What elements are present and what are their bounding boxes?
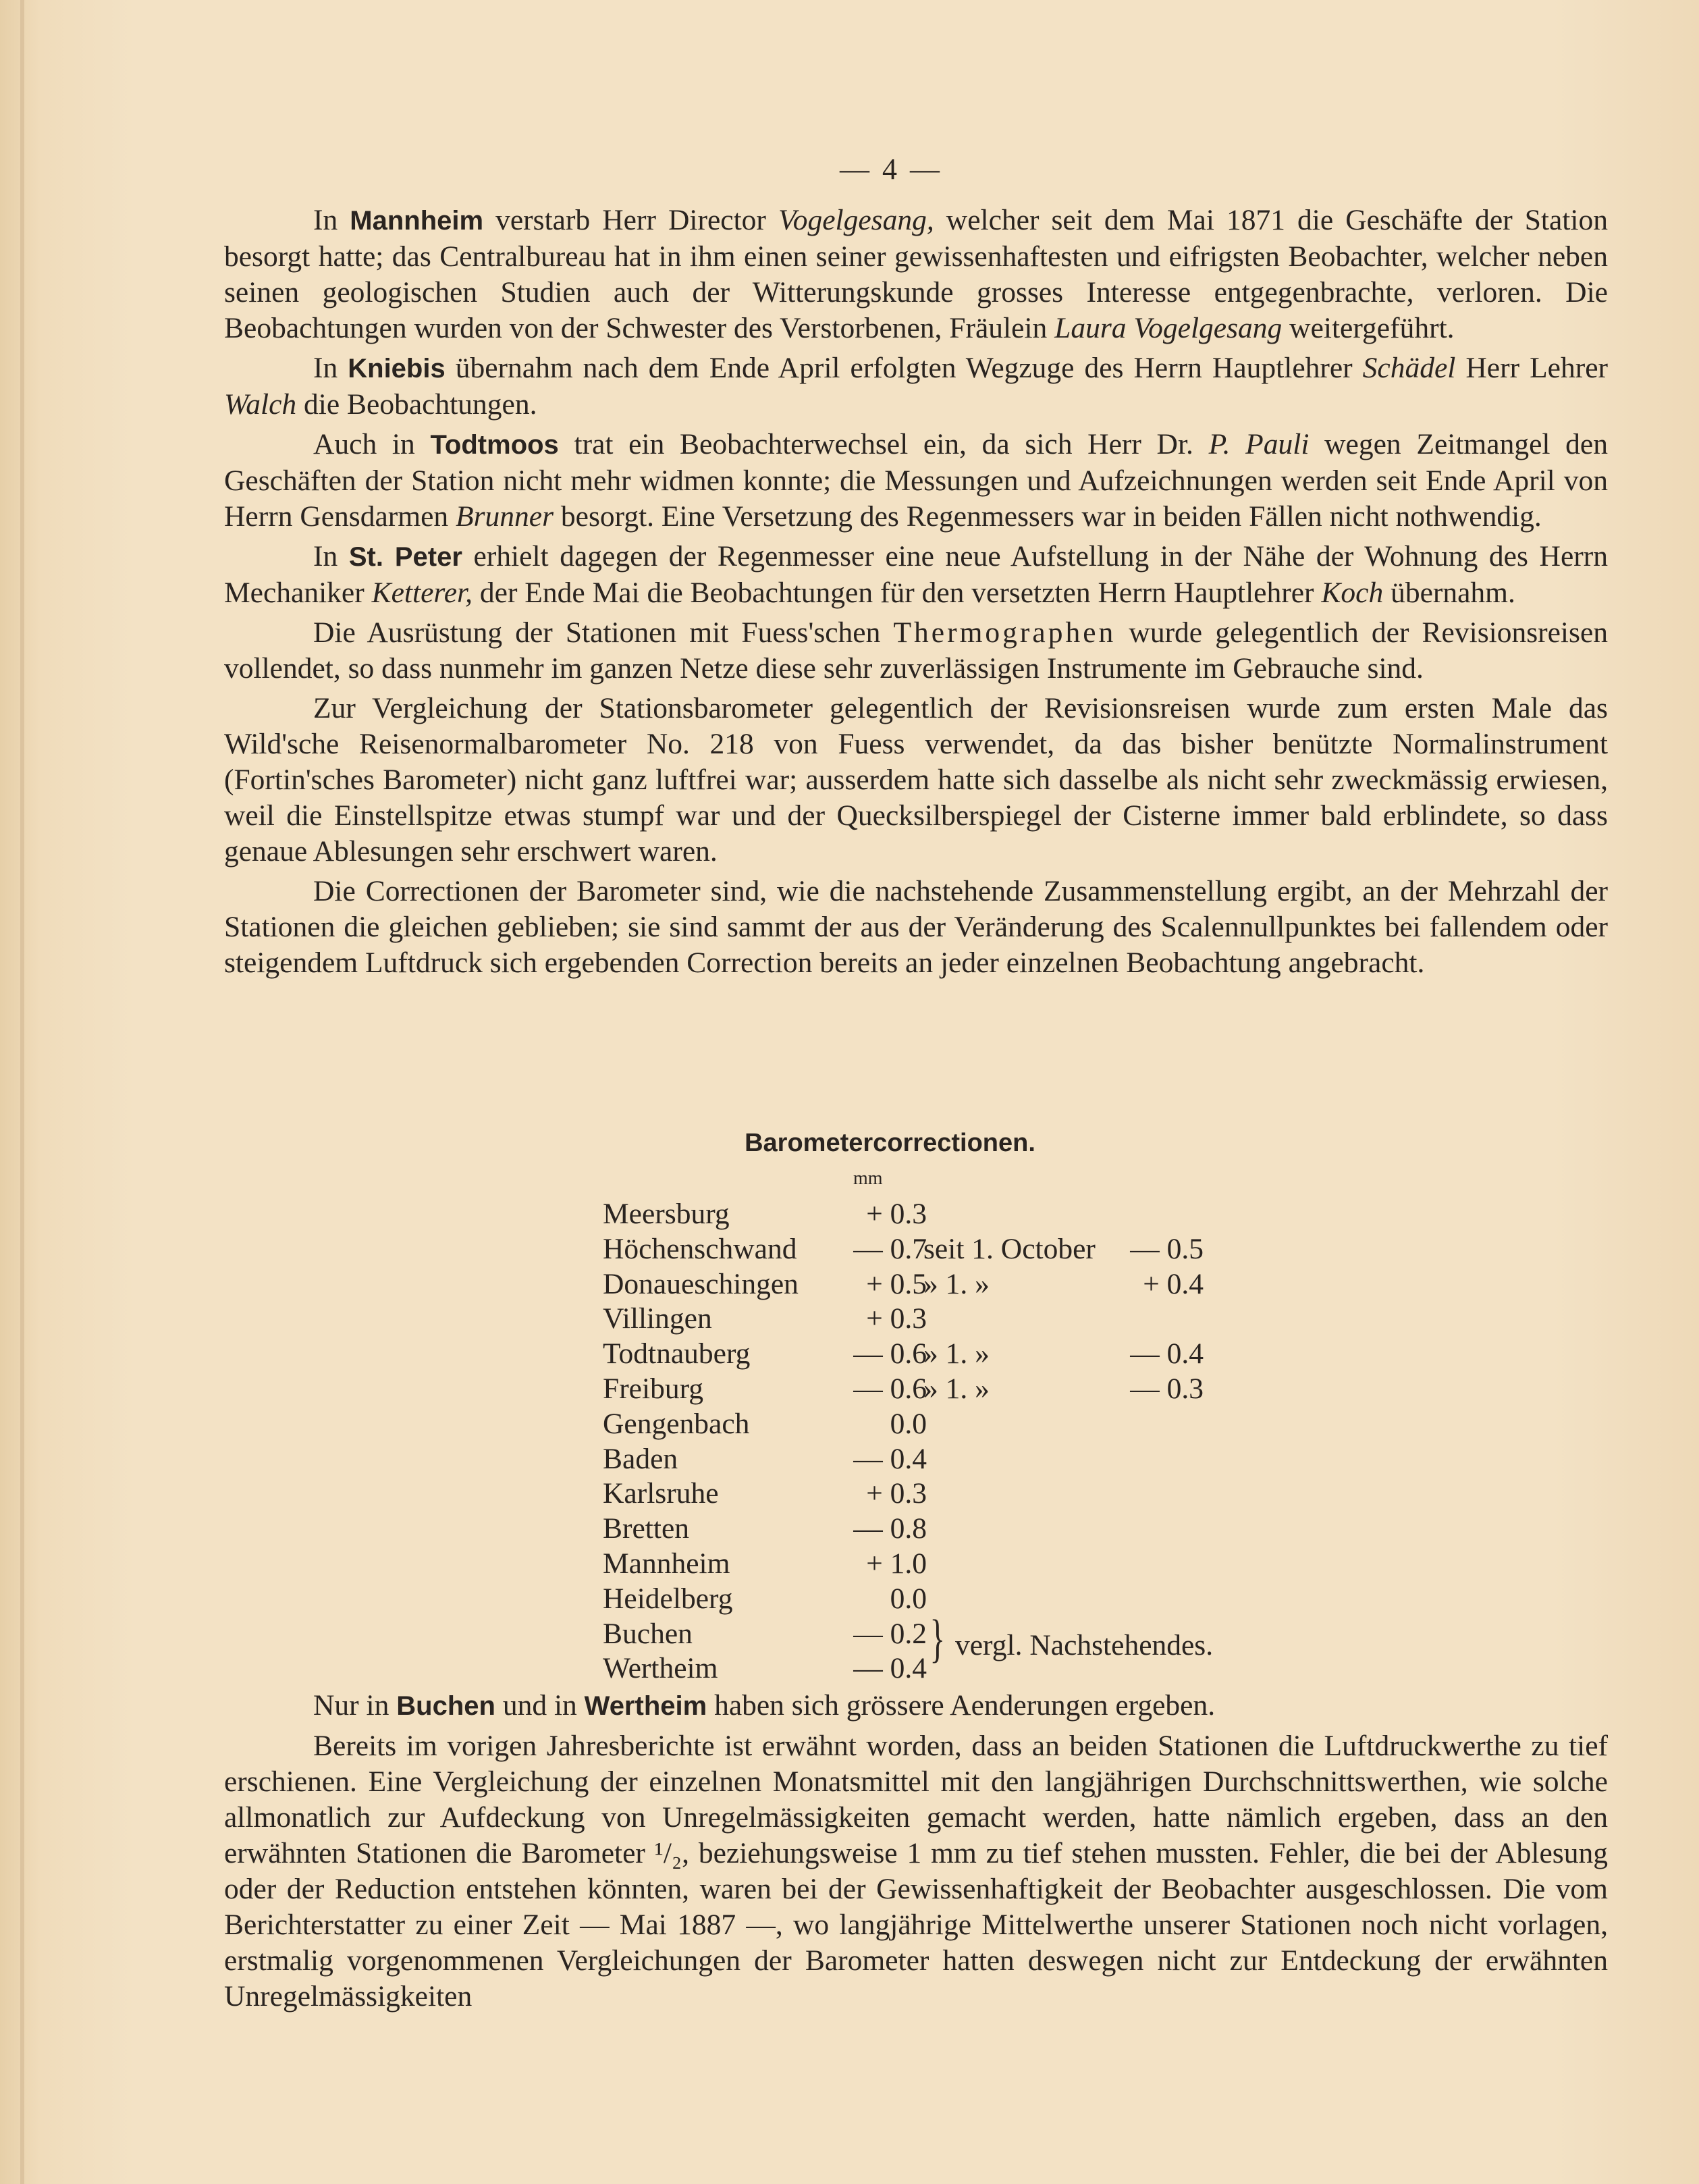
text: trat ein Beobachterwechsel ein, da sich Herr Dr. <box>558 428 1209 460</box>
place-name: Kniebis <box>348 354 446 383</box>
brace-glyph: } <box>929 1609 945 1668</box>
table-note: vergl. Nachstehendes. <box>955 1629 1214 1661</box>
person-name: Brunner <box>456 500 554 533</box>
text: übernahm. <box>1383 577 1515 609</box>
station-name: Meersburg <box>603 1198 730 1230</box>
paragraph-todtmoos <box>224 427 1608 535</box>
station-name: Wertheim <box>603 1652 718 1685</box>
text: Die Ausrüstung der Stationen mit Fuess'schen <box>313 616 894 649</box>
correction-value: — 0.6 <box>853 1337 927 1370</box>
place-name: Mannheim <box>350 206 484 236</box>
correction-value: — 0.7 <box>853 1232 927 1265</box>
spaced-term: Thermographen <box>893 616 1116 649</box>
new-correction-value: + 0.4 <box>1143 1267 1204 1300</box>
text: wurde gelegentlich der Revisionsreisen vollendet, so dass nunmehr im ganzen Netze diese sehr zuverlässigen Instrumente im Gebrauche sind. <box>224 616 1608 685</box>
text: Auch in <box>313 428 431 460</box>
station-name: Karlsruhe <box>603 1477 719 1510</box>
correction-value: + 0.3 <box>866 1302 927 1335</box>
person-name: Ketterer, <box>371 577 473 609</box>
text: Herr Lehrer <box>1455 352 1608 384</box>
since-date: seit 1. October <box>923 1232 1096 1265</box>
text: In <box>313 352 348 384</box>
paragraph-vergleichung: Zur Vergleichung der Stationsbarometer gelegentlich der Revisionsreisen wurde zum ersten Male das Wild'sche Reisenormalbarometer No. 218 von Fuess verwendet, da das bisher benützte Normalinstrument (Fortin'sches Barometer) nicht ganz luftfrei war; ausserdem hatte sich dasselbe als nicht sehr zweckmässig erwiesen, weil die Einstellspitze etwas stumpf war und der Quecksilberspiegel der Cisterne immer bald erblindete, so dass genaue Ablesungen sehr erschwert waren. <box>224 692 1608 868</box>
station-name: Todtnauberg <box>603 1337 751 1370</box>
new-correction-value: — 0.5 <box>1130 1232 1204 1265</box>
text: und in <box>495 1689 585 1722</box>
correction-value: — 0.2 <box>853 1617 927 1650</box>
correction-value: — 0.4 <box>853 1442 927 1475</box>
text: erhielt dagegen der Regenmesser eine neue Aufstellung in der Nähe der Wohnung des Herrn Mechaniker <box>224 540 1608 609</box>
correction-value: + 0.3 <box>866 1198 927 1230</box>
station-name: Buchen <box>603 1617 693 1650</box>
person-name: Laura Vogelgesang <box>1054 312 1283 344</box>
new-correction-value: — 0.4 <box>1130 1337 1204 1370</box>
correction-value: — 0.4 <box>853 1652 927 1685</box>
station-name: Donaueschingen <box>603 1267 799 1300</box>
text: weitergeführt. <box>1282 312 1455 344</box>
text: besorgt. Eine Versetzung des Regenmessers war in beiden Fällen nicht nothwendig. <box>554 500 1542 533</box>
text: haben sich grössere Aenderungen ergeben. <box>707 1689 1216 1722</box>
paragraph-st-peter <box>224 539 1608 611</box>
correction-value: 0.0 <box>890 1407 927 1440</box>
correction-value: — 0.8 <box>853 1512 927 1545</box>
place-name: Wertheim <box>584 1691 707 1721</box>
person-name: Vogelgesang, <box>778 204 934 236</box>
text: verstarb Herr Director <box>483 204 778 236</box>
station-name: Höchenschwand <box>603 1232 797 1265</box>
page-number: — 4 — <box>840 153 942 186</box>
body-text-continued <box>224 1688 1608 2019</box>
person-name: Schädel <box>1362 352 1456 384</box>
paragraph-correctionen: Die Correctionen der Barometer sind, wie die nachstehende Zusammenstellung ergibt, an der Mehrzahl der Stationen die gleichen geblieben; sie sind sammt der aus der Veränderung des Scalennullpunktes bei fallendem oder steigendem Luftdruck sich ergebenden Correction bereits an jeder einzelnen Beobachtung angebracht. <box>224 875 1608 979</box>
paragraph-kniebis <box>224 350 1608 423</box>
correction-value: — 0.6 <box>853 1372 927 1405</box>
text: welcher seit dem Mai 1871 die Geschäfte der Station besorgt hatte; das Centralbureau hat in ihm einen seiner gewissenhaftesten und eifrigsten Beobachter, welcher neben seinen geologischen Studien auch der Witterungskunde grosses Interesse entgegenbrachte, verloren. Die Beobachtungen wurden von der Schwester des Verstorbenen, Fräulein <box>224 204 1608 344</box>
correction-value: + 1.0 <box>866 1547 927 1580</box>
paragraph-thermographen <box>224 615 1608 687</box>
person-name: Walch <box>224 388 297 421</box>
text: wegen Zeitmangel den Geschäften der Station nicht mehr widmen konnte; die Messungen und Aufzeichnungen werden seit Ende April von Herrn Gensdarmen <box>224 428 1608 533</box>
station-name: Bretten <box>603 1512 690 1545</box>
since-date: » 1. » <box>923 1372 990 1405</box>
text: In <box>313 204 350 236</box>
since-date: » 1. » <box>923 1337 990 1370</box>
text: der Ende Mai die Beobachtungen für den versetzten Herrn Hauptlehrer <box>473 577 1322 609</box>
paragraph-jahresbericht: Bereits im vorigen Jahresberichte ist erwähnt worden, dass an beiden Stationen die Luftdruckwerthe zu tief erschienen. Eine Vergleichung der einzelnen Monatsmittel mit den langjährigen Durchschnittswerthen, wie solche allmonatlich zur Aufdeckung von Unregelmässigkeiten gemacht werden, hatte nämlich ergeben, dass an den erwähnten Stationen die Barometer ¹/₂, beziehungsweise 1 mm zu tief stehen mussten. Fehler, die bei der Ablesung oder der Reduction entstehen könnten, waren bei der Gewissenhaftigkeit der Beobachter ausgeschlossen. Die vom Berichterstatter zu einer Zeit — Mai 1887 —, wo langjährige Mittelwerthe unserer Stationen noch nicht vorlagen, erstmalig vorgenommenen Vergleichungen der Barometer hatten deswegen nicht zur Entdeckung der erwähnten Unregelmässigkeiten <box>224 1730 1608 2013</box>
station-name: Freiburg <box>603 1372 704 1405</box>
text: Nur in <box>313 1689 397 1722</box>
correction-value: + 0.5 <box>866 1267 927 1300</box>
body-text <box>224 203 1608 985</box>
table-unit: mm <box>853 1168 883 1189</box>
place-name: Todtmoos <box>430 430 559 460</box>
text: übernahm nach dem Ende April erfolgten Wegzuge des Herrn Hauptlehrer <box>445 352 1363 384</box>
text: In <box>313 540 349 572</box>
paragraph-buchen-wertheim <box>224 1688 1608 1724</box>
station-name: Gengenbach <box>603 1407 750 1440</box>
paragraph-mannheim <box>224 203 1608 346</box>
page-fold-shadow <box>20 0 24 2184</box>
since-date: » 1. » <box>923 1267 990 1300</box>
place-name: St. Peter <box>348 542 462 572</box>
person-name: Koch <box>1321 577 1384 609</box>
new-correction-value: — 0.3 <box>1130 1372 1204 1405</box>
place-name: Buchen <box>396 1691 495 1721</box>
person-name: P. Pauli <box>1208 428 1310 460</box>
station-name: Mannheim <box>603 1547 730 1580</box>
correction-value: + 0.3 <box>866 1477 927 1510</box>
table-title: Barometercorrectionen. <box>745 1129 1035 1157</box>
correction-value: 0.0 <box>890 1582 927 1615</box>
station-name: Villingen <box>603 1302 712 1335</box>
station-name: Baden <box>603 1442 678 1475</box>
station-name: Heidelberg <box>603 1582 733 1615</box>
text: die Beobachtungen. <box>296 388 537 421</box>
